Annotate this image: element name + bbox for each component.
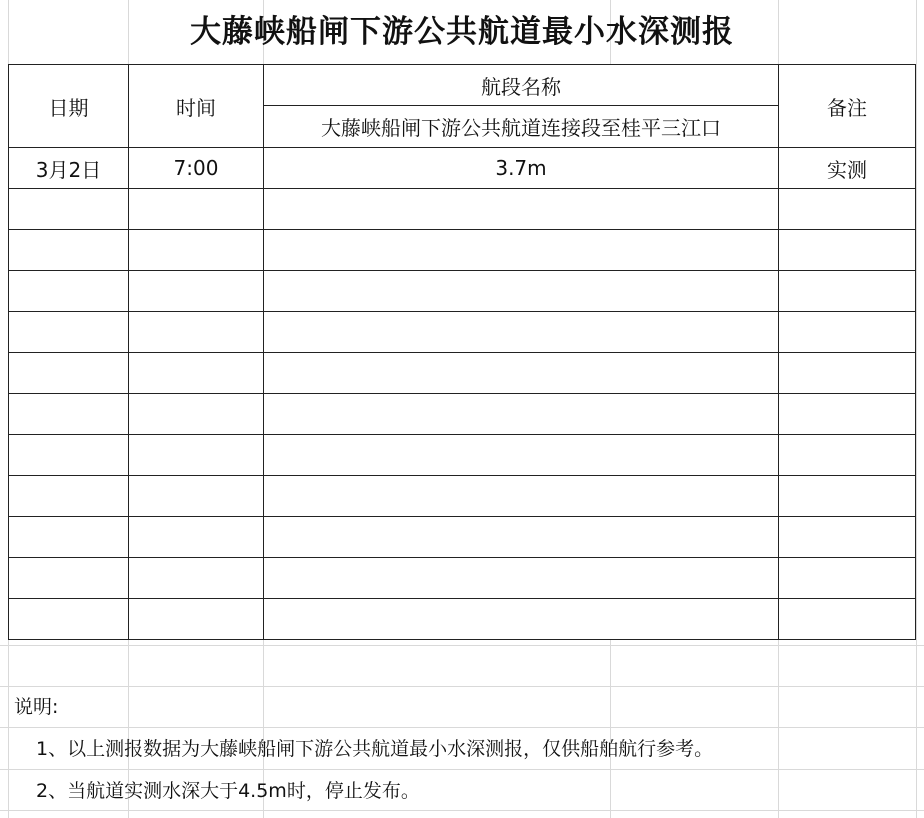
cell-remark[interactable] — [779, 476, 916, 517]
grid-line — [0, 727, 924, 728]
table-row — [9, 599, 916, 640]
cell-depth[interactable] — [264, 558, 779, 599]
cell-depth[interactable] — [264, 230, 779, 271]
cell-remark[interactable] — [779, 189, 916, 230]
cell-time[interactable] — [129, 189, 264, 230]
header-segment[interactable]: 大藤峡船闸下游公共航道连接段至桂平三江口 — [264, 106, 779, 148]
cell-time[interactable] — [129, 353, 264, 394]
table-row — [9, 394, 916, 435]
cell-time[interactable] — [129, 435, 264, 476]
cell-depth[interactable] — [264, 189, 779, 230]
cell-time[interactable]: 7:00 — [129, 148, 264, 189]
cell-depth[interactable]: 3.7m — [264, 148, 779, 189]
grid-line — [0, 769, 924, 770]
table-row — [9, 353, 916, 394]
cell-time[interactable] — [129, 517, 264, 558]
header-remark[interactable]: 备注 — [779, 65, 916, 148]
grid-line — [0, 686, 924, 687]
cell-depth[interactable] — [264, 517, 779, 558]
cell-date[interactable] — [9, 517, 129, 558]
table-row — [9, 271, 916, 312]
cell-remark[interactable] — [779, 517, 916, 558]
cell-date[interactable] — [9, 599, 129, 640]
header-row — [9, 65, 916, 106]
cell-depth[interactable] — [264, 312, 779, 353]
table-row — [9, 517, 916, 558]
cell-time[interactable] — [129, 558, 264, 599]
cell-remark[interactable] — [779, 312, 916, 353]
cell-date[interactable] — [9, 312, 129, 353]
cell-depth[interactable] — [264, 353, 779, 394]
grid-line — [0, 645, 924, 646]
cell-remark[interactable] — [779, 271, 916, 312]
cell-time[interactable] — [129, 312, 264, 353]
table-row — [9, 189, 916, 230]
note-item: 2、当航道实测水深大于4.5m时，停止发布。 — [36, 780, 420, 802]
cell-remark[interactable]: 实测 — [779, 148, 916, 189]
cell-depth[interactable] — [264, 435, 779, 476]
cell-time[interactable] — [129, 599, 264, 640]
cell-date[interactable] — [9, 189, 129, 230]
cell-date[interactable] — [9, 558, 129, 599]
cell-date[interactable]: 3月2日 — [9, 148, 129, 189]
report-title: 大藤峡船闸下游公共航道最小水深测报 — [190, 14, 734, 50]
notes-label: 说明: — [14, 696, 59, 718]
cell-remark[interactable] — [779, 230, 916, 271]
cell-date[interactable] — [9, 435, 129, 476]
cell-date[interactable] — [9, 394, 129, 435]
cell-remark[interactable] — [779, 394, 916, 435]
grid-line — [0, 810, 924, 811]
cell-remark[interactable] — [779, 353, 916, 394]
cell-date[interactable] — [9, 230, 129, 271]
cell-depth[interactable] — [264, 476, 779, 517]
depth-report-table — [8, 64, 916, 640]
cell-date[interactable] — [9, 476, 129, 517]
cell-remark[interactable] — [779, 599, 916, 640]
table-row — [9, 312, 916, 353]
table-row — [9, 476, 916, 517]
header-segment-group[interactable]: 航段名称 — [264, 65, 779, 106]
header-time[interactable]: 时间 — [129, 65, 264, 148]
cell-time[interactable] — [129, 271, 264, 312]
cell-remark[interactable] — [779, 558, 916, 599]
header-date[interactable]: 日期 — [9, 65, 129, 148]
note-item: 1、以上测报数据为大藤峡船闸下游公共航道最小水深测报，仅供船舶航行参考。 — [36, 738, 714, 760]
table-row — [9, 558, 916, 599]
cell-depth[interactable] — [264, 394, 779, 435]
cell-date[interactable] — [9, 353, 129, 394]
grid-line — [916, 0, 917, 818]
cell-date[interactable] — [9, 271, 129, 312]
table-row — [9, 148, 916, 189]
cell-depth[interactable] — [264, 271, 779, 312]
cell-time[interactable] — [129, 230, 264, 271]
table-row — [9, 230, 916, 271]
cell-time[interactable] — [129, 394, 264, 435]
cell-depth[interactable] — [264, 599, 779, 640]
cell-time[interactable] — [129, 476, 264, 517]
table-row — [9, 435, 916, 476]
cell-remark[interactable] — [779, 435, 916, 476]
